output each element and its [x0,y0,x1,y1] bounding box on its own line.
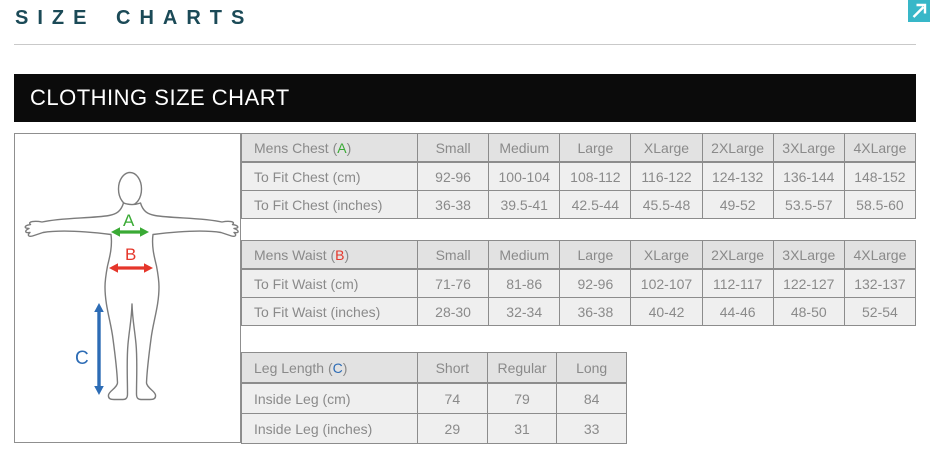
value-cell: 92-96 [418,162,489,191]
value-cell: 32-34 [489,298,560,326]
size-column-header: Long [557,353,627,384]
table-row [242,191,916,219]
value-cell: 40-42 [631,298,702,326]
size-column-header: 3XLarge [773,134,844,163]
value-cell: 102-107 [631,269,702,298]
value-cell: 58.5-60 [844,191,915,219]
value-cell: 112-117 [702,269,773,298]
value-cell: 122-127 [773,269,844,298]
value-cell: 81-86 [489,269,560,298]
value-cell: 71-76 [418,269,489,298]
value-cell: 124-132 [702,162,773,191]
table-title-cell: Leg Length (C) [242,353,418,384]
value-cell: 31 [487,414,557,444]
size-column-header: 3XLarge [773,241,844,270]
row-label-cell: To Fit Chest (inches) [242,191,418,219]
table-row [242,383,627,414]
marker-letter: A [337,139,347,156]
title-divider [14,44,916,45]
value-cell: 53.5-57 [773,191,844,219]
value-cell: 74 [418,383,488,414]
size-column-header: 2XLarge [702,134,773,163]
value-cell: 100-104 [489,162,560,191]
mens-chest-table [241,133,916,219]
size-column-header: 4XLarge [844,134,915,163]
value-cell: 48-50 [773,298,844,326]
inside-leg-marker [75,303,104,395]
size-column-header: Large [560,241,631,270]
value-cell: 45.5-48 [631,191,702,219]
value-cell: 28-30 [418,298,489,326]
value-cell: 49-52 [702,191,773,219]
size-chart-content [14,133,916,444]
table-title-cell: Mens Chest (A) [242,134,418,163]
value-cell: 36-38 [418,191,489,219]
size-column-header: Short [418,353,488,384]
size-column-header: Medium [489,241,560,270]
corner-arrow-button[interactable] [908,0,930,22]
leg-length-table [241,352,627,444]
value-cell: 29 [418,414,488,444]
section-banner-title: CLOTHING SIZE CHART [30,85,290,110]
size-column-header: XLarge [631,241,702,270]
size-column-header: Small [418,241,489,270]
row-label-cell: To Fit Waist (inches) [242,298,418,326]
value-cell: 92-96 [560,269,631,298]
table-row [242,298,916,326]
value-cell: 39.5-41 [489,191,560,219]
size-tables-column [241,133,916,444]
value-cell: 33 [557,414,627,444]
size-column-header: Large [560,134,631,163]
table-title-cell: Mens Waist (B) [242,241,418,270]
section-banner [14,74,916,122]
table-row [242,414,627,444]
marker-letter: B [335,246,345,263]
value-cell: 132-137 [844,269,915,298]
value-cell: 136-144 [773,162,844,191]
row-label-cell: Inside Leg (inches) [242,414,418,444]
size-column-header: 2XLarge [702,241,773,270]
chest-marker-letter: A [123,211,135,230]
value-cell: 42.5-44 [560,191,631,219]
waist-marker-letter: B [125,245,137,264]
table-row [242,162,916,191]
table-gap [241,326,916,352]
value-cell: 44-46 [702,298,773,326]
value-cell: 116-122 [631,162,702,191]
arrow-up-right-icon [908,0,930,22]
body-outline-figure [15,134,240,442]
value-cell: 148-152 [844,162,915,191]
size-column-header: Medium [489,134,560,163]
table-gap [241,219,916,240]
row-label-cell: To Fit Chest (cm) [242,162,418,191]
inside-leg-marker-letter: C [75,348,89,369]
row-label-cell: Inside Leg (cm) [242,383,418,414]
table-row [242,269,916,298]
size-column-header: 4XLarge [844,241,915,270]
size-column-header: XLarge [631,134,702,163]
marker-letter: C [332,359,343,376]
value-cell: 108-112 [560,162,631,191]
page-title: SIZE CHARTS [15,7,254,29]
value-cell: 84 [557,383,627,414]
body-measurement-diagram [14,133,241,443]
mens-waist-table [241,240,916,326]
row-label-cell: To Fit Waist (cm) [242,269,418,298]
value-cell: 79 [487,383,557,414]
size-column-header: Small [418,134,489,163]
value-cell: 36-38 [560,298,631,326]
size-column-header: Regular [487,353,557,384]
value-cell: 52-54 [844,298,915,326]
